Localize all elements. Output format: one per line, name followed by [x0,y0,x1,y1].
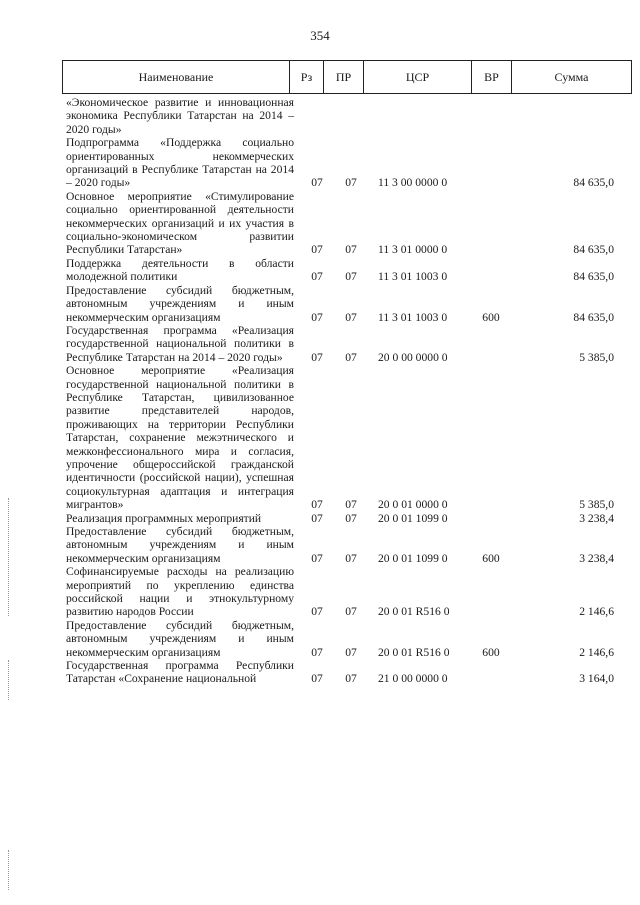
row-pr: 07 [345,176,357,190]
row-pr: 07 [345,310,357,324]
scan-margin-marks [8,850,11,890]
table-row [62,659,632,686]
table-row [62,284,632,324]
row-rz: 07 [311,645,323,659]
row-sum: 3 164,0 [579,672,614,686]
row-pr: 07 [345,645,357,659]
header-vr: ВР [471,61,511,93]
table-row [62,136,632,190]
row-csr: 11 3 01 0000 0 [378,243,448,257]
row-vr: 600 [482,551,500,565]
row-csr: 20 0 01 R516 0 [378,605,450,619]
table-row [62,525,632,565]
row-sum: 5 385,0 [579,498,614,512]
header-pr: ПР [323,61,363,93]
row-csr: 20 0 01 1099 0 [378,511,448,525]
table-header [62,60,632,94]
row-pr: 07 [345,551,357,565]
row-csr: 11 3 01 1003 0 [378,270,448,284]
row-rz: 07 [311,672,323,686]
header-name: Наименование [138,70,214,84]
row-name: Предоставление субсидий бюджетным, автономным учреждениям и иным некоммерческим организациям [66,525,294,565]
row-csr: 20 0 01 0000 0 [378,498,448,512]
page-number: 354 [310,28,330,43]
row-name: Софинансируемые расходы на реализацию мероприятий по укреплению единства российской нации и этнокультурному развитию народов России [66,565,294,619]
row-rz: 07 [311,511,323,525]
scan-margin-marks [8,498,11,616]
row-name: Основное мероприятие «Стимулирование социально ориентированной деятельности некоммерческих организаций и их участия в социально-экономическом развитии Республики Татарстан» [66,189,294,257]
scan-margin-marks [8,660,11,700]
row-sum: 84 635,0 [573,243,614,257]
row-csr: 20 0 00 0000 0 [378,350,448,364]
row-sum: 84 635,0 [573,310,614,324]
row-rz: 07 [311,350,323,364]
row-csr: 11 3 01 1003 0 [378,310,448,324]
row-pr: 07 [345,350,357,364]
row-sum: 3 238,4 [579,511,614,525]
row-pr: 07 [345,243,357,257]
row-csr: 20 0 01 1099 0 [378,551,448,565]
table-row [62,619,632,659]
row-sum: 3 238,4 [579,551,614,565]
row-vr: 600 [482,310,500,324]
row-name: Предоставление субсидий бюджетным, автономным учреждениям и иным некоммерческим организациям [66,618,294,659]
row-name: Поддержка деятельности в области молодежной политики [66,256,294,284]
row-csr: 21 0 00 0000 0 [378,672,448,686]
row-name: Государственная программа «Реализация государственной национальной политики в Республике Татарстан на 2014 – 2020 годы» [66,323,294,364]
row-rz: 07 [311,605,323,619]
table-row [62,565,632,619]
row-rz: 07 [311,551,323,565]
row-rz: 07 [311,270,323,284]
row-name: «Экономическое развитие и инновационная экономика Республики Татарстан на 2014 – 2020 годы» [66,96,294,136]
row-rz: 07 [311,176,323,190]
row-name: Основное мероприятие «Реализация государственной национальной политики в Республике Татарстан, цивилизованное развитие представителей народов, проживающих на территории Республики Татарстан, сохранение межэтнического и межконфессионального мира и согласия, упрочение общероссийской гражданской идентичности (российской нации), успешная социокультурная адаптация и интеграция мигрантов» [66,364,294,512]
row-sum: 84 635,0 [573,176,614,190]
table-row [62,512,632,525]
table-row [62,364,632,511]
row-pr: 07 [345,511,357,525]
row-rz: 07 [311,498,323,512]
row-name: Подпрограмма «Поддержка социально ориентированных некоммерческих организаций в Республике Татарстан на 2014 – 2020 годы» [66,136,294,190]
row-name: Государственная программа Республики Татарстан «Сохранение национальной [66,659,294,686]
row-name: Реализация программных мероприятий [66,511,262,525]
table-row [62,257,632,284]
header-sum: Сумма [511,61,631,93]
row-sum: 2 146,6 [579,645,614,659]
header-csr: ЦСР [363,61,471,93]
row-csr: 20 0 01 R516 0 [378,645,450,659]
row-vr: 600 [482,645,500,659]
row-rz: 07 [311,243,323,257]
row-sum: 5 385,0 [579,350,614,364]
row-sum: 84 635,0 [573,270,614,284]
row-csr: 11 3 00 0000 0 [378,176,448,190]
table-body [62,96,632,686]
row-pr: 07 [345,672,357,686]
row-pr: 07 [345,498,357,512]
row-pr: 07 [345,605,357,619]
row-sum: 2 146,6 [579,605,614,619]
row-name: Предоставление субсидий бюджетным, автономным учреждениям и иным некоммерческим организациям [66,283,294,324]
table-row [62,190,632,257]
row-rz: 07 [311,310,323,324]
row-pr: 07 [345,270,357,284]
table-row [62,324,632,364]
table-row [62,96,632,136]
header-rz: Рз [289,61,323,93]
